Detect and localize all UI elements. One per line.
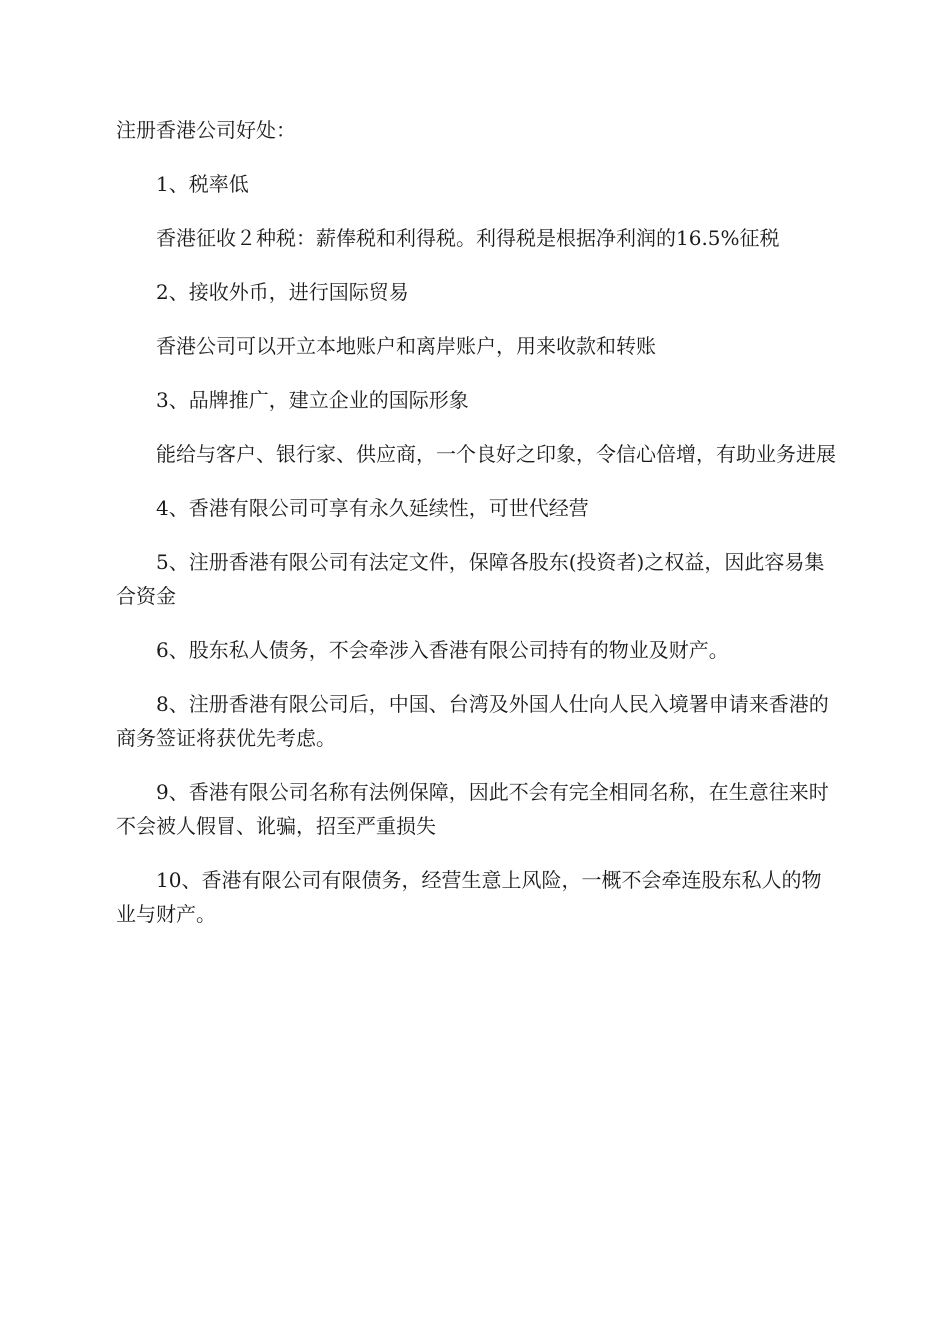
paragraph-item-3-body: 能给与客户、银行家、供应商，一个良好之印象，令信心倍增，有助业务进展 [156, 442, 836, 466]
document-body [116, 113, 836, 951]
paragraph-item-3-title: 3、品牌推广，建立企业的国际形象 [156, 388, 469, 412]
paragraph-item-8: 8、注册香港有限公司后，中国、台湾及外国人仕向人民入境署申请来香港的商务签证将获优先考虑。 [116, 692, 829, 750]
paragraph-item-1-title: 1、税率低 [156, 172, 249, 196]
paragraph-item-2-body: 香港公司可以开立本地账户和离岸账户，用来收款和转账 [156, 334, 656, 358]
document-heading: 注册香港公司好处： [116, 118, 296, 142]
paragraph-item-5: 5、注册香港有限公司有法定文件，保障各股东(投资者)之权益，因此容易集合资金 [116, 550, 825, 608]
paragraph-item-10: 10、香港有限公司有限债务，经营生意上风险，一概不会牵连股东私人的物业与财产。 [116, 868, 822, 926]
paragraph-item-4: 4、香港有限公司可享有永久延续性，可世代经营 [156, 496, 589, 520]
paragraph-item-6: 6、股东私人债务，不会牵涉入香港有限公司持有的物业及财产。 [156, 638, 729, 662]
paragraph-item-2-title: 2、接收外币，进行国际贸易 [156, 280, 409, 304]
paragraph-item-1-body: 香港征收２种税：薪俸税和利得税。利得税是根据净利润的16.5%征税 [156, 226, 780, 250]
paragraph-item-9: 9、香港有限公司名称有法例保障，因此不会有完全相同名称，在生意往来时不会被人假冒、讹骗，招至严重损失 [116, 780, 829, 838]
